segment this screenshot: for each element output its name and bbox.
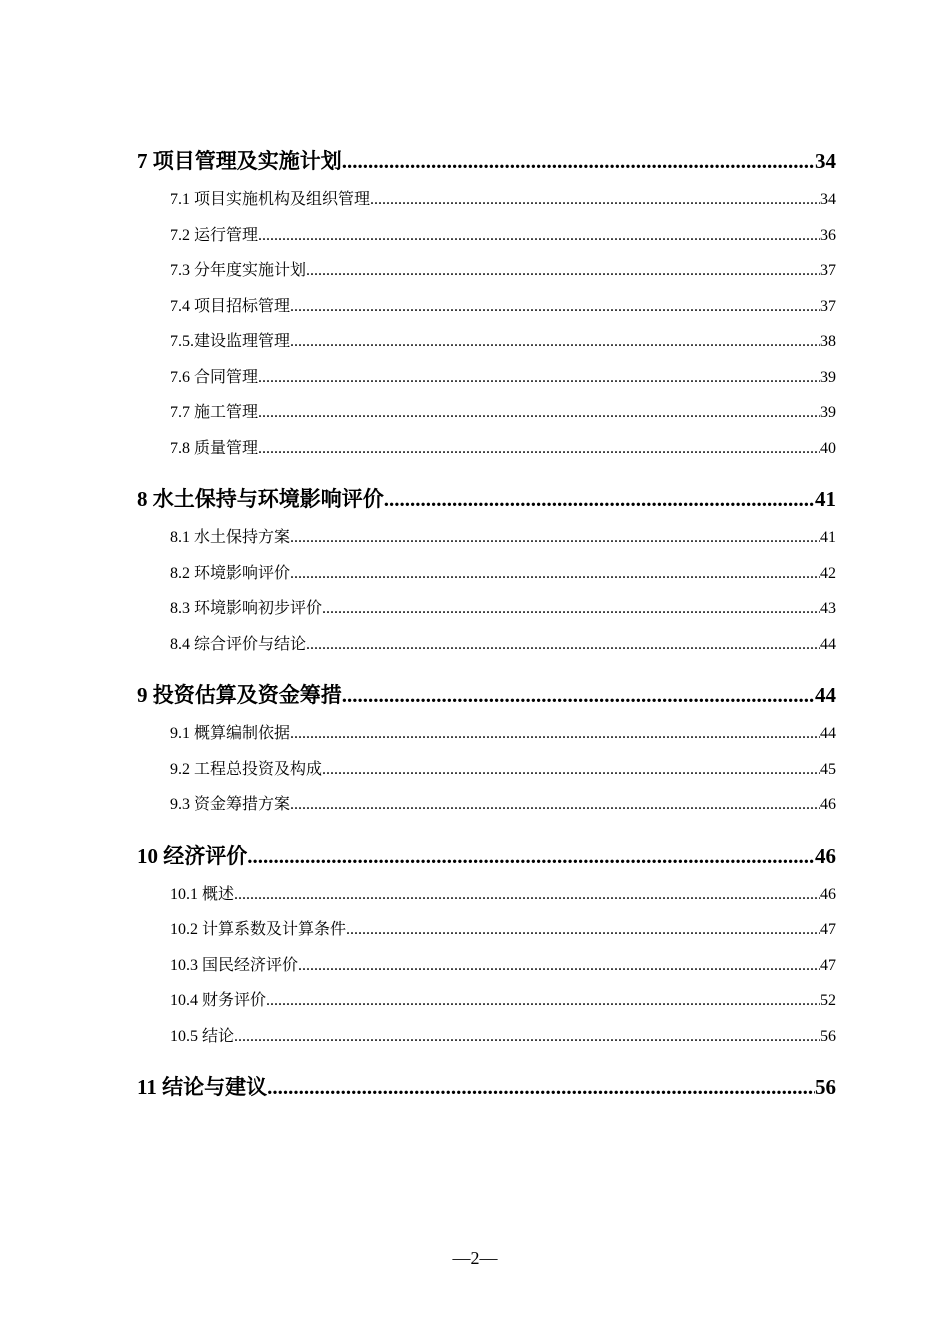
toc-section-entry[interactable] xyxy=(137,591,836,627)
toc-dot-leader xyxy=(290,556,820,592)
toc-entry-page: 40 xyxy=(820,431,836,467)
toc-entry-page: 43 xyxy=(820,591,836,627)
toc-dot-leader xyxy=(258,431,820,467)
toc-chapter-entry[interactable] xyxy=(137,835,836,877)
toc-section-entry[interactable] xyxy=(137,877,836,913)
toc-dot-leader xyxy=(267,1066,815,1108)
toc-entry-page: 39 xyxy=(820,395,836,431)
toc-section-entry[interactable] xyxy=(137,182,836,218)
toc-section-entry[interactable] xyxy=(137,912,836,948)
toc-entry-page: 41 xyxy=(815,478,836,520)
toc-entry-page: 36 xyxy=(820,218,836,254)
toc-section-entry[interactable] xyxy=(137,983,836,1019)
toc-section-entry[interactable] xyxy=(137,752,836,788)
toc-entry-page: 46 xyxy=(820,877,836,913)
toc-entry-title: 8.3 环境影响初步评价 xyxy=(170,591,322,627)
toc-section-entry[interactable] xyxy=(137,431,836,467)
toc-section-entry[interactable] xyxy=(137,395,836,431)
toc-entry-title: 7.1 项目实施机构及组织管理 xyxy=(170,182,370,218)
toc-entry-title: 10.1 概述 xyxy=(170,877,234,913)
toc-entry-page: 47 xyxy=(820,912,836,948)
toc-entry-title: 7 项目管理及实施计划 xyxy=(137,140,342,182)
toc-entry-title: 9.2 工程总投资及构成 xyxy=(170,752,322,788)
toc-entry-page: 41 xyxy=(820,520,836,556)
toc-dot-leader xyxy=(384,478,815,520)
toc-chapter-entry[interactable] xyxy=(137,1066,836,1108)
toc-entry-page: 46 xyxy=(815,835,836,877)
toc-entry-title: 7.3 分年度实施计划 xyxy=(170,253,306,289)
toc-dot-leader xyxy=(258,395,820,431)
toc-entry-page: 47 xyxy=(820,948,836,984)
toc-dot-leader xyxy=(234,877,820,913)
toc-entry-page: 37 xyxy=(820,253,836,289)
toc-dot-leader xyxy=(290,289,820,325)
toc-section-entry[interactable] xyxy=(137,556,836,592)
toc-entry-title: 7.7 施工管理 xyxy=(170,395,258,431)
toc-dot-leader xyxy=(290,716,820,752)
toc-dot-leader xyxy=(247,835,815,877)
toc-entry-title: 11 结论与建议 xyxy=(137,1066,267,1108)
toc-chapter-entry[interactable] xyxy=(137,478,836,520)
toc-chapter-entry[interactable] xyxy=(137,140,836,182)
toc-dot-leader xyxy=(290,520,820,556)
toc-dot-leader xyxy=(266,983,820,1019)
toc-dot-leader xyxy=(234,1019,820,1055)
toc-entry-page: 56 xyxy=(815,1066,836,1108)
toc-entry-page: 39 xyxy=(820,360,836,396)
toc-dot-leader xyxy=(346,912,820,948)
toc-entry-page: 44 xyxy=(815,674,836,716)
toc-entry-title: 7.6 合同管理 xyxy=(170,360,258,396)
toc-chapter-entry[interactable] xyxy=(137,674,836,716)
toc-entry-title: 9.3 资金筹措方案 xyxy=(170,787,290,823)
toc-entry-title: 7.8 质量管理 xyxy=(170,431,258,467)
toc-entry-page: 45 xyxy=(820,752,836,788)
toc-dot-leader xyxy=(290,324,820,360)
toc-entry-title: 10 经济评价 xyxy=(137,835,247,877)
toc-section-entry[interactable] xyxy=(137,787,836,823)
toc-entry-title: 9 投资估算及资金筹措 xyxy=(137,674,342,716)
toc-entry-title: 8 水土保持与环境影响评价 xyxy=(137,478,384,520)
toc-dot-leader xyxy=(306,253,820,289)
toc-dot-leader xyxy=(258,218,820,254)
toc-dot-leader xyxy=(258,360,820,396)
toc-section-entry[interactable] xyxy=(137,289,836,325)
toc-entry-page: 44 xyxy=(820,627,836,663)
toc-entry-page: 46 xyxy=(820,787,836,823)
toc-entry-title: 10.3 国民经济评价 xyxy=(170,948,298,984)
toc-section-entry[interactable] xyxy=(137,627,836,663)
toc-entry-page: 37 xyxy=(820,289,836,325)
toc-entry-page: 42 xyxy=(820,556,836,592)
toc-entry-title: 7.4 项目招标管理 xyxy=(170,289,290,325)
toc-dot-leader xyxy=(342,674,815,716)
toc-entry-title: 8.2 环境影响评价 xyxy=(170,556,290,592)
toc-dot-leader xyxy=(322,752,820,788)
toc-entry-page: 34 xyxy=(815,140,836,182)
table-of-contents xyxy=(137,140,836,1108)
toc-entry-title: 9.1 概算编制依据 xyxy=(170,716,290,752)
toc-section-entry[interactable] xyxy=(137,1019,836,1055)
toc-entry-title: 7.2 运行管理 xyxy=(170,218,258,254)
toc-dot-leader xyxy=(290,787,820,823)
toc-entry-page: 34 xyxy=(820,182,836,218)
toc-section-entry[interactable] xyxy=(137,253,836,289)
toc-section-entry[interactable] xyxy=(137,218,836,254)
page-number: —2— xyxy=(452,1248,498,1268)
toc-section-entry[interactable] xyxy=(137,520,836,556)
toc-entry-page: 56 xyxy=(820,1019,836,1055)
toc-entry-page: 38 xyxy=(820,324,836,360)
toc-entry-page: 52 xyxy=(820,983,836,1019)
toc-section-entry[interactable] xyxy=(137,948,836,984)
toc-section-entry[interactable] xyxy=(137,360,836,396)
toc-entry-title: 10.2 计算系数及计算条件 xyxy=(170,912,346,948)
toc-entry-title: 10.4 财务评价 xyxy=(170,983,266,1019)
toc-dot-leader xyxy=(322,591,820,627)
toc-dot-leader xyxy=(298,948,820,984)
toc-entry-title: 8.4 综合评价与结论 xyxy=(170,627,306,663)
toc-entry-page: 44 xyxy=(820,716,836,752)
toc-section-entry[interactable] xyxy=(137,324,836,360)
toc-dot-leader xyxy=(306,627,820,663)
toc-section-entry[interactable] xyxy=(137,716,836,752)
toc-dot-leader xyxy=(342,140,815,182)
toc-entry-title: 8.1 水土保持方案 xyxy=(170,520,290,556)
toc-entry-title: 10.5 结论 xyxy=(170,1019,234,1055)
toc-dot-leader xyxy=(370,182,820,218)
toc-entry-title: 7.5.建设监理管理 xyxy=(170,324,290,360)
